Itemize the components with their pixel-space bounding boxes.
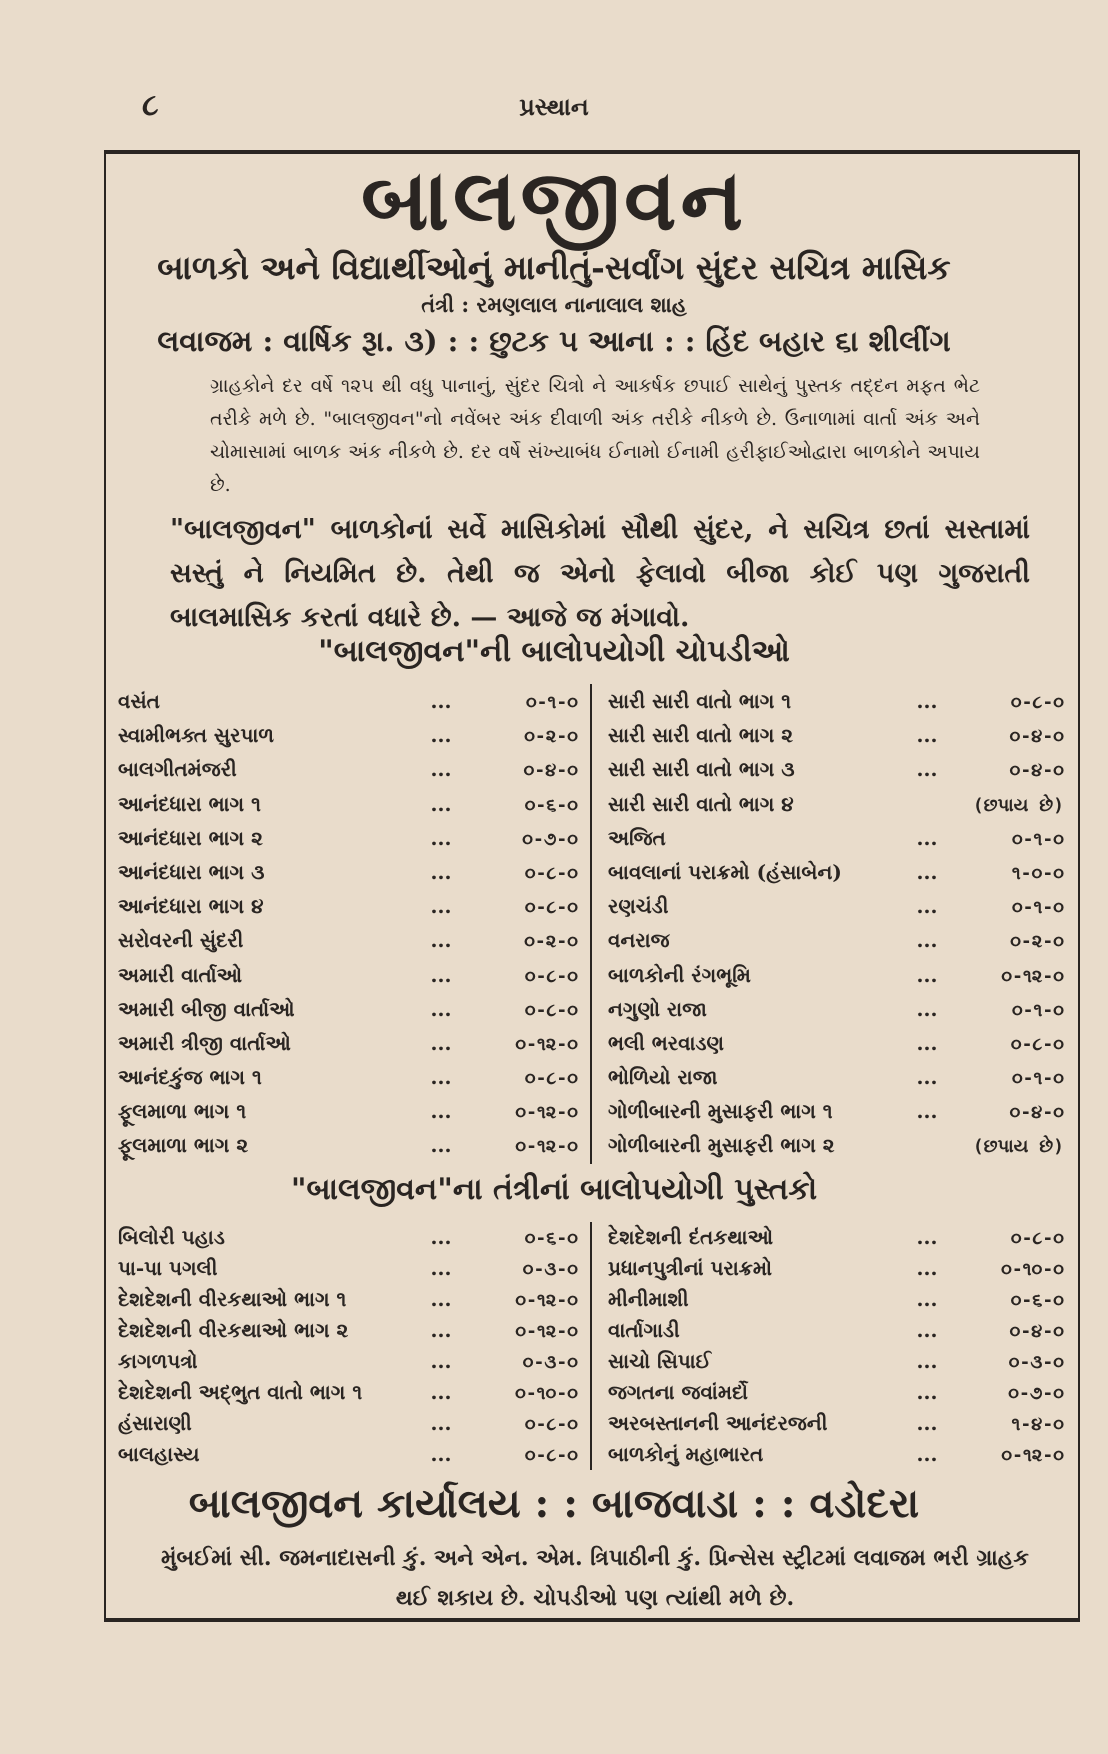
leader-dots: ... xyxy=(430,1256,452,1280)
book-row xyxy=(118,1439,578,1470)
leader-dots: ... xyxy=(430,962,452,987)
book-row xyxy=(608,923,1064,957)
book-price: ૦-૧૨-૦ xyxy=(515,1136,578,1158)
book-price: ૦-૧-૦ xyxy=(1011,999,1064,1021)
book-title: બાળકોની રંગભૂમિ xyxy=(608,962,751,987)
book-price: ૦-૧૨-૦ xyxy=(515,1321,578,1342)
book-title: આનંદધારા ભાગ ૩ xyxy=(118,859,265,884)
book-price: ૦-૮-૦ xyxy=(524,1445,578,1466)
running-title: પ્રસ્થાન xyxy=(519,92,589,121)
leader-dots: ... xyxy=(430,928,452,953)
book-price: ૦-૭-૦ xyxy=(1008,1383,1064,1404)
book-title: વસંત xyxy=(118,689,160,713)
book-title: બાળકોનું મહાભારત xyxy=(608,1442,764,1466)
book-row xyxy=(118,752,578,786)
leader-dots: ... xyxy=(430,1065,452,1090)
book-title: પ્રધાનપુત્રીનાં પરાક્રમો xyxy=(608,1256,773,1280)
page-header xyxy=(0,88,1108,128)
book-title: ગોળીબારની મુસાફરી ભાગ ૧ xyxy=(608,1099,833,1124)
tagline: બાળકો અને વિદ્યાર્થીઓનું માનીતું-સર્વાંગ સુંદર સચિત્ર માસિક xyxy=(157,248,951,287)
leader-dots: ... xyxy=(430,1099,452,1124)
book-price: (છપાય છે) xyxy=(972,794,1064,816)
book-price: ૦-૮-૦ xyxy=(1010,1228,1064,1249)
leader-dots: ... xyxy=(916,1442,938,1466)
leader-dots: ... xyxy=(430,996,452,1021)
book-price: (છપાય છે) xyxy=(972,1136,1064,1158)
column-divider xyxy=(590,1222,592,1470)
leader-dots: ... xyxy=(916,1349,938,1373)
book-row xyxy=(608,1094,1064,1128)
book-price: ૦-૩-૦ xyxy=(522,1259,578,1280)
book-row xyxy=(608,718,1064,752)
leader-dots: ... xyxy=(916,1287,938,1311)
book-row xyxy=(608,992,1064,1026)
book-row xyxy=(118,1284,578,1315)
promo-paragraph: "બાલજીવન" બાળકોનાં સર્વે માસિકોમાં સૌથી સુંદર, ને સચિત્ર છતાં સસ્તામાં સસ્તું ને નિયમિત છે. તેથી જ એનો ફેલાવો બીજા કોઈ પણ ગુજરાતી બાલમાસિક કરતાં વધારે છે. — આજે જ મંગાવો. xyxy=(170,514,1030,633)
intro-paragraph: ગ્રાહકોને દર વર્ષે ૧૨૫ થી વધુ પાનાનું, સુંદર ચિત્રો ને આકર્ષક છપાઈ સાથેનું પુસ્તક તદ્દન મફત ભેટ તરીકે મળે છે. "બાલજીવન"નો નવેંબર અંક દીવાળી અંક તરીકે નીકળે છે. ઉનાળામાં વાર્તા અંક અને ચોમાસામાં બાળક અંક નીકળે છે. દર વર્ષે સંખ્યાબંધ ઈનામો ઈનામી હરીફાઈઓદ્વારા બાળકોને અપાય છે. xyxy=(210,375,980,496)
book-title: વાર્તાગાડી xyxy=(608,1318,680,1342)
book-row xyxy=(608,1060,1064,1094)
masthead-title: બાલજીવન xyxy=(360,150,748,249)
book-price: ૦-૪-૦ xyxy=(1009,1102,1064,1124)
book-row xyxy=(118,889,578,923)
book-title: ફૂલમાળા ભાગ ૨ xyxy=(118,1133,249,1158)
leader-dots: ... xyxy=(430,1287,452,1311)
book-title: બાલગીતમંજરી xyxy=(118,757,237,782)
book-row xyxy=(608,1377,1064,1408)
leader-dots: ... xyxy=(916,859,938,884)
book-title: બાલહાસ્ય xyxy=(118,1442,200,1466)
book-row xyxy=(118,1408,578,1439)
book-title: દેશદેશની વીરકથાઓ ભાગ ૨ xyxy=(118,1318,349,1342)
book-price: ૦-૧૨-૦ xyxy=(515,1102,578,1124)
book-price: ૦-૧-૦ xyxy=(1011,1068,1064,1090)
book-price: ૦-૧-૦ xyxy=(525,692,578,713)
leader-dots: ... xyxy=(430,894,452,919)
book-price: ૦-૩-૦ xyxy=(522,1352,578,1373)
book-price: ૦-૪-૦ xyxy=(523,760,578,782)
leader-dots: ... xyxy=(430,1225,452,1249)
leader-dots: ... xyxy=(916,894,938,919)
footer-note: મુંબઈમાં સી. જમનાદાસની કું. અને એન. એમ. ત્રિપાઠીની કું. પ્રિન્સેસ સ્ટ્રીટમાં લવાજમ ભરી ગ્રાહક થઈ શકાય છે. ચોપડીઓ પણ ત્યાંથી મળે છે. xyxy=(161,1545,1029,1611)
section2-left-column xyxy=(118,1222,578,1470)
section1-right-column xyxy=(608,684,1064,1163)
book-row xyxy=(118,1315,578,1346)
book-row xyxy=(118,1377,578,1408)
leader-dots: ... xyxy=(916,689,938,713)
book-row xyxy=(608,1253,1064,1284)
book-row xyxy=(118,1222,578,1253)
book-title: અમારી વાર્તાઓ xyxy=(118,962,243,987)
book-row xyxy=(118,1026,578,1060)
book-title: સરોવરની સુંદરી xyxy=(118,928,244,953)
book-title: મીનીમાશી xyxy=(608,1287,689,1311)
book-title: સારી સારી વાતો ભાગ ૩ xyxy=(608,757,795,782)
book-title: ભોળિયો રાજા xyxy=(608,1065,718,1090)
book-row xyxy=(608,958,1064,992)
book-title: નગુણો રાજા xyxy=(608,996,707,1021)
editor-line: તંત્રી : રમણલાલ નાનાલાલ શાહ xyxy=(421,292,687,317)
leader-dots: ... xyxy=(916,1225,938,1249)
leader-dots: ... xyxy=(430,1318,452,1342)
office-address: બાલજીવન કાર્યાલય : : બાજવાડા : : વડોદરા xyxy=(188,1480,920,1527)
section1-booklist xyxy=(118,684,1064,1164)
book-row xyxy=(118,958,578,992)
leader-dots: ... xyxy=(916,1411,938,1435)
book-row xyxy=(608,855,1064,889)
book-price: ૦-૩-૦ xyxy=(1008,1352,1064,1373)
book-title: આનંદધારા ભાગ ૨ xyxy=(118,825,263,850)
book-row xyxy=(118,855,578,889)
book-price: ૦-૬-૦ xyxy=(524,794,578,816)
book-price: ૦-૪-૦ xyxy=(1009,726,1064,748)
leader-dots: ... xyxy=(430,757,452,782)
leader-dots: ... xyxy=(916,996,938,1021)
book-price: ૦-૭-૦ xyxy=(522,828,578,850)
book-title: અમારી ત્રીજી વાર્તાઓ xyxy=(118,1030,291,1055)
section1-left-column xyxy=(118,684,578,1163)
leader-dots: ... xyxy=(916,723,938,748)
column-divider xyxy=(590,684,592,1164)
book-title: દેશદેશની વીરકથાઓ ભાગ ૧ xyxy=(118,1287,347,1311)
book-title: સારી સારી વાતો ભાગ ૨ xyxy=(608,723,794,748)
book-title: અરબસ્તાનની આનંદરજની xyxy=(608,1411,828,1435)
book-title: દેશદેશની દંતકથાઓ xyxy=(608,1225,774,1249)
book-price: ૦-૧-૦ xyxy=(1011,897,1064,919)
book-price: ૦-૧૦-૦ xyxy=(1000,1259,1064,1280)
book-row xyxy=(118,1346,578,1377)
book-price: ૦-૪-૦ xyxy=(1009,1321,1064,1342)
book-title: બિલોરી પહાડ xyxy=(118,1225,225,1249)
leader-dots: ... xyxy=(916,1030,938,1055)
book-title: સાચો સિપાઈ xyxy=(608,1349,712,1373)
book-title: ફૂલમાળા ભાગ ૧ xyxy=(118,1099,247,1124)
book-price: ૦-૮-૦ xyxy=(1010,692,1064,713)
book-price: ૦-૮-૦ xyxy=(524,862,578,884)
leader-dots: ... xyxy=(916,1318,938,1342)
book-price: ૦-૧૨-૦ xyxy=(1001,1445,1064,1466)
book-price: ૦-૧૨-૦ xyxy=(515,1033,578,1055)
leader-dots: ... xyxy=(916,962,938,987)
leader-dots: ... xyxy=(430,791,452,816)
leader-dots: ... xyxy=(430,1411,452,1435)
leader-dots: ... xyxy=(916,1256,938,1280)
book-row xyxy=(608,752,1064,786)
book-title: રણચંડી xyxy=(608,894,669,919)
book-row xyxy=(608,1346,1064,1377)
book-title: સ્વામીભક્ત સુરપાળ xyxy=(118,723,274,748)
book-price: ૦-૨-૦ xyxy=(524,931,578,953)
book-title: અજિત xyxy=(608,825,666,850)
book-row xyxy=(608,1222,1064,1253)
book-row xyxy=(118,1094,578,1128)
leader-dots: ... xyxy=(430,825,452,850)
leader-dots: ... xyxy=(916,757,938,782)
book-title: ભલી ભરવાડણ xyxy=(608,1030,724,1055)
leader-dots: ... xyxy=(916,1099,938,1124)
book-price: ૦-૨-૦ xyxy=(524,726,578,748)
book-row xyxy=(608,1439,1064,1470)
book-price: ૦-૮-૦ xyxy=(524,999,578,1021)
section1-heading: "બાલજીવન"ની બાલોપયોગી ચોપડીઓ xyxy=(318,634,790,669)
leader-dots: ... xyxy=(916,928,938,953)
section2-heading: "બાલજીવન"ના તંત્રીનાં બાલોપયોગી પુસ્તકો xyxy=(290,1172,818,1207)
book-row xyxy=(118,1253,578,1284)
book-title: બાવલાનાં પરાક્રમો (હંસાબેન) xyxy=(608,859,842,884)
book-title: વનરાજ xyxy=(608,928,670,953)
book-row xyxy=(118,718,578,752)
book-row xyxy=(608,1128,1064,1162)
book-price: ૦-૮-૦ xyxy=(524,965,578,987)
subscription-line: લવાજમ : વાર્ષિક રૂા. ૩) : : છુટક ૫ આના : : હિંદ બહાર ૬ા શીલીંગ xyxy=(157,324,951,358)
book-title: આનંદકુંજ ભાગ ૧ xyxy=(118,1065,262,1090)
book-title: આનંદધારા ભાગ ૪ xyxy=(118,894,264,919)
book-row xyxy=(118,1128,578,1162)
book-title: સારી સારી વાતો ભાગ ૧ xyxy=(608,689,792,713)
book-price: ૦-૬-૦ xyxy=(524,1228,578,1249)
book-title: દેશદેશની અદ્ભુત વાતો ભાગ ૧ xyxy=(118,1380,363,1404)
book-title: જગતના જવાંમર્દો xyxy=(608,1380,748,1404)
leader-dots: ... xyxy=(430,1380,452,1404)
book-price: ૦-૧૨-૦ xyxy=(515,1290,578,1311)
book-title: પા-પા પગલી xyxy=(118,1256,218,1280)
book-price: ૦-૬-૦ xyxy=(1010,1290,1064,1311)
book-row xyxy=(608,821,1064,855)
book-price: ૧-૦-૦ xyxy=(1011,862,1064,884)
book-row xyxy=(608,1284,1064,1315)
book-row xyxy=(608,889,1064,923)
leader-dots: ... xyxy=(916,825,938,850)
book-row xyxy=(118,684,578,718)
leader-dots: ... xyxy=(430,1349,452,1373)
book-row xyxy=(608,1026,1064,1060)
book-price: ૦-૧-૦ xyxy=(1011,828,1064,850)
book-title: હંસારાણી xyxy=(118,1411,192,1435)
book-title: આનંદધારા ભાગ ૧ xyxy=(118,791,261,816)
book-price: ૦-૮-૦ xyxy=(524,897,578,919)
book-row xyxy=(118,821,578,855)
leader-dots: ... xyxy=(430,859,452,884)
book-price: ૦-૮-૦ xyxy=(524,1068,578,1090)
book-price: ૦-૮-૦ xyxy=(1010,1033,1064,1055)
book-title: કાગળપત્રો xyxy=(118,1349,198,1373)
leader-dots: ... xyxy=(430,689,452,713)
book-title: સારી સારી વાતો ભાગ ૪ xyxy=(608,791,794,816)
book-price: ૦-૪-૦ xyxy=(1009,760,1064,782)
leader-dots: ... xyxy=(430,1030,452,1055)
book-row xyxy=(118,1060,578,1094)
leader-dots: ... xyxy=(430,1442,452,1466)
book-row xyxy=(608,787,1064,821)
page-number: ૮ xyxy=(142,88,159,123)
book-title: ગોળીબારની મુસાફરી ભાગ ૨ xyxy=(608,1133,835,1158)
section2-right-column xyxy=(608,1222,1064,1470)
section2-booklist xyxy=(118,1222,1064,1470)
book-price: ૦-૧૦-૦ xyxy=(514,1383,578,1404)
book-price: ૦-૮-૦ xyxy=(524,1414,578,1435)
book-row xyxy=(118,787,578,821)
book-price: ૧-૪-૦ xyxy=(1011,1414,1064,1435)
book-title: અમારી બીજી વાર્તાઓ xyxy=(118,996,295,1021)
book-row xyxy=(118,923,578,957)
leader-dots: ... xyxy=(916,1380,938,1404)
book-row xyxy=(118,992,578,1026)
book-row xyxy=(608,1408,1064,1439)
book-price: ૦-૧૨-૦ xyxy=(1001,965,1064,987)
leader-dots: ... xyxy=(916,1065,938,1090)
book-row xyxy=(608,684,1064,718)
book-row xyxy=(608,1315,1064,1346)
leader-dots: ... xyxy=(430,723,452,748)
book-price: ૦-૨-૦ xyxy=(1010,931,1064,953)
leader-dots: ... xyxy=(430,1133,452,1158)
